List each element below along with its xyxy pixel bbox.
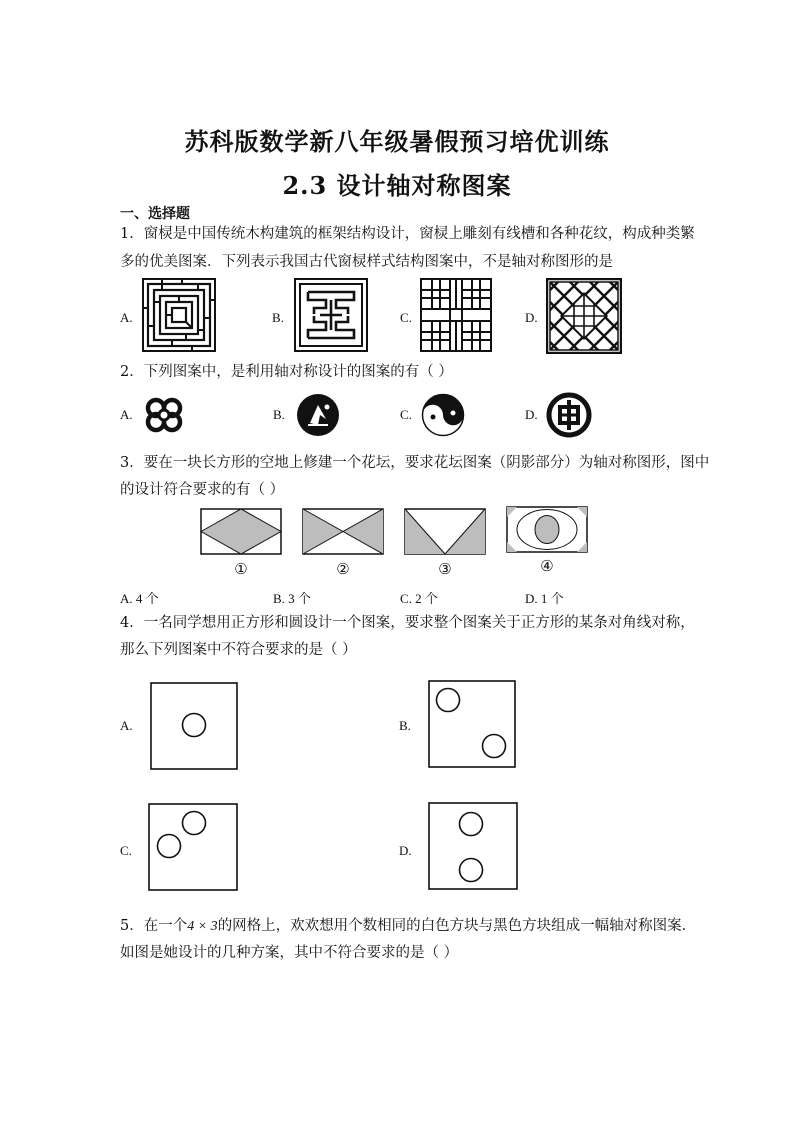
q1-text-line1: 1．窗棂是中国传统木构建筑的框架结构设计，窗棂上雕刻有线槽和各种花纹，构成种类繁 — [120, 226, 695, 242]
q2-option-b-label: B. — [273, 407, 285, 422]
q4-option-c-label: C. — [120, 843, 132, 858]
q3-figure-3-triangles — [404, 508, 486, 555]
q3-figure-2-label: ② — [336, 560, 350, 578]
q1-option-d-label: D. — [525, 310, 538, 325]
q1-text-line2: 多的优美图案．下列表示我国古代窗棂样式结构图案中，不是轴对称图形的是 — [120, 254, 613, 270]
page-subtitle: 2.3 设计轴对称图案 — [282, 171, 512, 200]
q2-text-line1: 2．下列图案中，是利用轴对称设计的图案的有（ ） — [120, 364, 453, 380]
q5-text-part1: 5．在一个 — [120, 918, 188, 934]
q4-option-d-label: D. — [399, 843, 412, 858]
q3-figure-3-label: ③ — [438, 560, 452, 578]
q4-option-a-label: A. — [120, 718, 133, 733]
q4-option-c-figure — [148, 803, 238, 891]
q3-figure-4-label: ④ — [540, 557, 554, 575]
q5-text-line1 — [120, 916, 696, 937]
q4-text-line2: 那么下列图案中不符合要求的是（ ） — [120, 642, 357, 658]
q2-option-a-knot-figure — [140, 394, 188, 436]
q5-text-line2: 如图是她设计的几种方案，其中不符合要求的是（ ） — [120, 945, 459, 961]
q2-option-c-yinyang-figure — [421, 393, 465, 437]
page-title: 苏科版数学新八年级暑假预习培优训练 — [184, 127, 610, 156]
q5-text-part2: 的网格上，欢欢想用个数相同的白色方块与黑色方块组成一幅轴对称图案． — [217, 918, 697, 934]
q3-option-c: C. 2 个 — [400, 591, 438, 606]
q1-option-c-label: C. — [400, 310, 412, 325]
q1-option-d-lattice-figure — [546, 278, 622, 354]
q3-figure-4-ellipse — [506, 506, 588, 553]
q2-option-c-label: C. — [400, 407, 412, 422]
q2-option-d-label: D. — [525, 407, 538, 422]
q4-option-d-figure — [428, 802, 518, 890]
section-heading: 一、选择题 — [120, 206, 190, 222]
q3-text-line1: 3．要在一块长方形的空地上修建一个花坛，要求花坛图案（阴影部分）为轴对称图形，图中 — [120, 455, 710, 471]
q4-option-a-figure — [150, 682, 238, 770]
q5-math-grid-size: 4 × 3 — [187, 919, 218, 934]
q1-option-a-lattice-figure — [142, 278, 216, 352]
q4-text-line1: 4．一名同学想用正方形和圆设计一个图案，要求整个图案关于正方形的某条对角线对称， — [120, 615, 695, 631]
q3-figure-1-rhombus — [200, 508, 282, 555]
q2-option-d-coin-logo-figure — [546, 392, 592, 438]
q1-option-c-lattice-figure — [420, 278, 492, 352]
q2-option-b-emblem-figure — [296, 393, 340, 437]
q3-option-a: A. 4 个 — [120, 591, 159, 606]
q3-figure-1-label: ① — [234, 560, 248, 578]
q4-option-b-figure — [428, 680, 516, 768]
q3-option-b: B. 3 个 — [273, 591, 311, 606]
q3-figure-2-hourglass — [302, 508, 384, 555]
q3-text-line2: 的设计符合要求的有（ ） — [120, 482, 285, 498]
q2-option-a-label: A. — [120, 407, 133, 422]
q4-option-b-label: B. — [399, 718, 411, 733]
q1-option-b-lattice-figure — [294, 278, 368, 352]
q1-option-a-label: A. — [120, 310, 133, 325]
q1-option-b-label: B. — [272, 310, 284, 325]
q3-option-d: D. 1 个 — [525, 591, 564, 606]
